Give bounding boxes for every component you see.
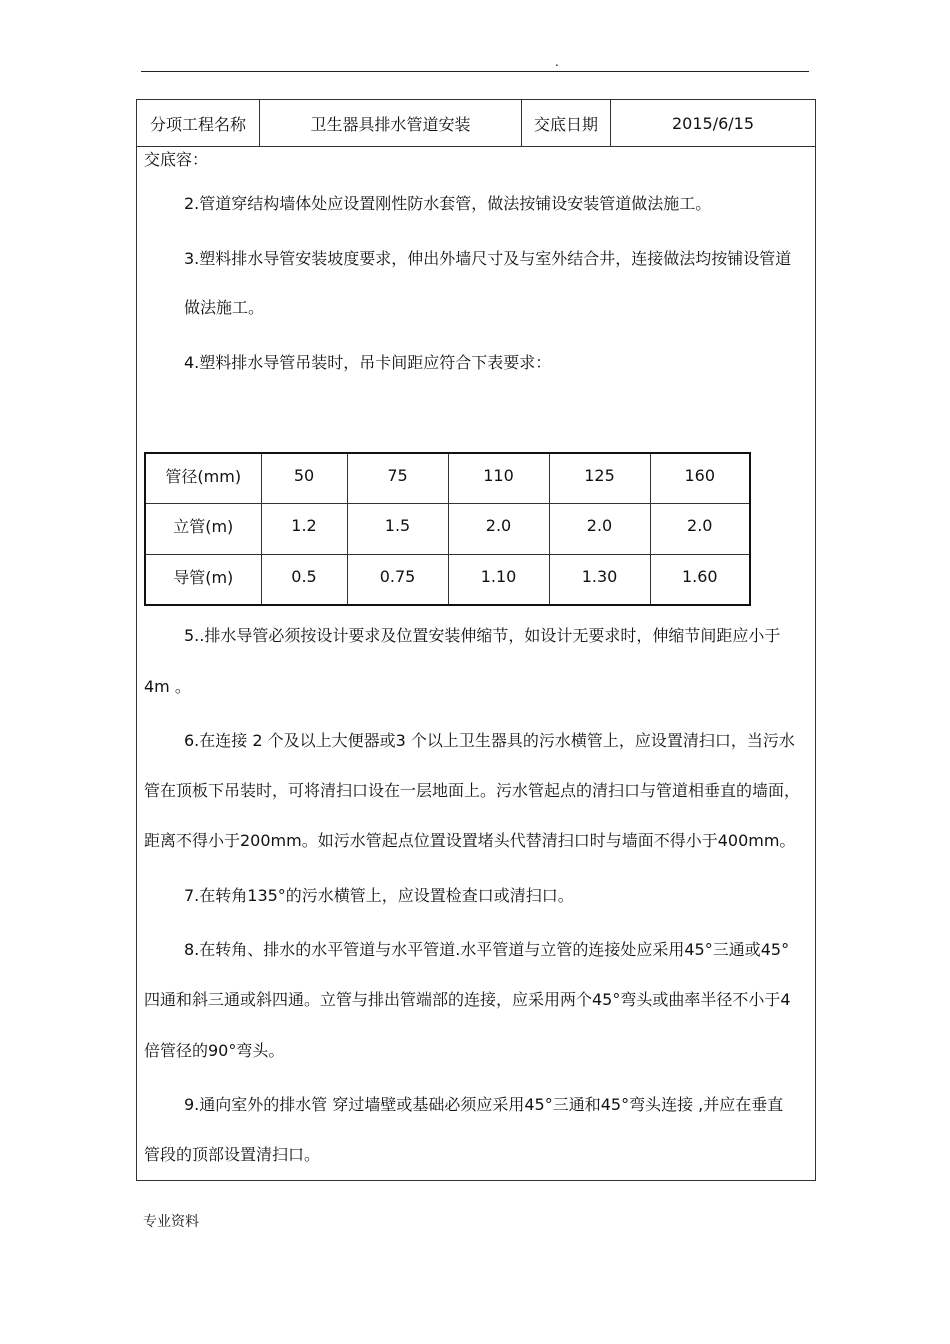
header-rule [141,71,809,72]
table-cell: 50 [261,453,347,504]
item-9-line-2: 管段的顶部设置清扫口。 [144,1145,321,1164]
table-row-header: 立管(m) [145,504,261,554]
project-name-value: 卫生器具排水管道安装 [260,100,522,146]
table-row [145,554,750,605]
item-8-line-1: 8.在转角、排水的水平管道与水平管道.水平管道与立管的连接处应采用45°三通或45° [184,940,790,959]
item-4: 4.塑料排水导管吊装时，吊卡间距应符合下表要求： [184,353,552,372]
item-3-line-1: 3.塑料排水导管安装坡度要求，伸出外墙尺寸及与室外结合井，连接做法均按铺设管道 [184,249,792,268]
item-6-line-3: 距离不得小于200mm。如污水管起点位置设置堵头代替清扫口时与墙面不得小于400mm。 [144,831,796,850]
item-6-line-1: 6.在连接 2 个及以上大便器或3 个以上卫生器具的污水横管上，应设置清扫口，当污水 [184,731,795,750]
table-cell: 2.0 [650,504,750,554]
item-2: 2.管道穿结构墙体处应设置刚性防水套管，做法按铺设安装管道做法施工。 [184,194,712,213]
table-cell: 125 [549,453,650,504]
item-7: 7.在转角135°的污水横管上，应设置检查口或清扫口。 [184,886,574,905]
item-5-line-2: 4m 。 [144,677,191,696]
form-header-row [137,100,815,147]
item-8-line-3: 倍管径的90°弯头。 [144,1041,285,1060]
intro-text: 交底容： [144,150,209,169]
hanger-spacing-table [144,452,751,606]
table-cell: 1.5 [347,504,448,554]
table-cell: 1.10 [448,554,549,605]
table-cell: 0.5 [261,554,347,605]
footer-text: 专业资料 [143,1214,199,1230]
table-row-header: 导管(m) [145,554,261,605]
table-row [145,453,750,504]
date-label: 交底日期 [522,100,611,146]
header-mark: . [555,55,559,69]
item-8-line-2: 四通和斜三通或斜四通。立管与排出管端部的连接，应采用两个45°弯头或曲率半径不小于4 [144,990,791,1009]
table-cell: 2.0 [549,504,650,554]
table-cell: 160 [650,453,750,504]
item-6-line-2: 管在顶板下吊装时，可将清扫口设在一层地面上。污水管起点的清扫口与管道相垂直的墙面， [144,781,801,800]
item-3-line-2: 做法施工。 [184,298,265,317]
table-cell: 1.60 [650,554,750,605]
table-cell: 1.30 [549,554,650,605]
table-cell: 2.0 [448,504,549,554]
table-cell: 1.2 [261,504,347,554]
table-row-header: 管径(mm) [145,453,261,504]
table-cell: 110 [448,453,549,504]
table-row [145,504,750,554]
date-value: 2015/6/15 [671,113,755,133]
item-5-line-1: 5..排水导管必须按设计要求及位置安装伸缩节，如设计无要求时，伸缩节间距应小于 [184,626,781,645]
project-name-label: 分项工程名称 [137,100,260,146]
item-9-line-1: 9.通向室外的排水管 穿过墙壁或基础必须应采用45°三通和45°弯头连接 ,并应在垂直 [184,1095,784,1114]
table-cell: 0.75 [347,554,448,605]
table-cell: 75 [347,453,448,504]
